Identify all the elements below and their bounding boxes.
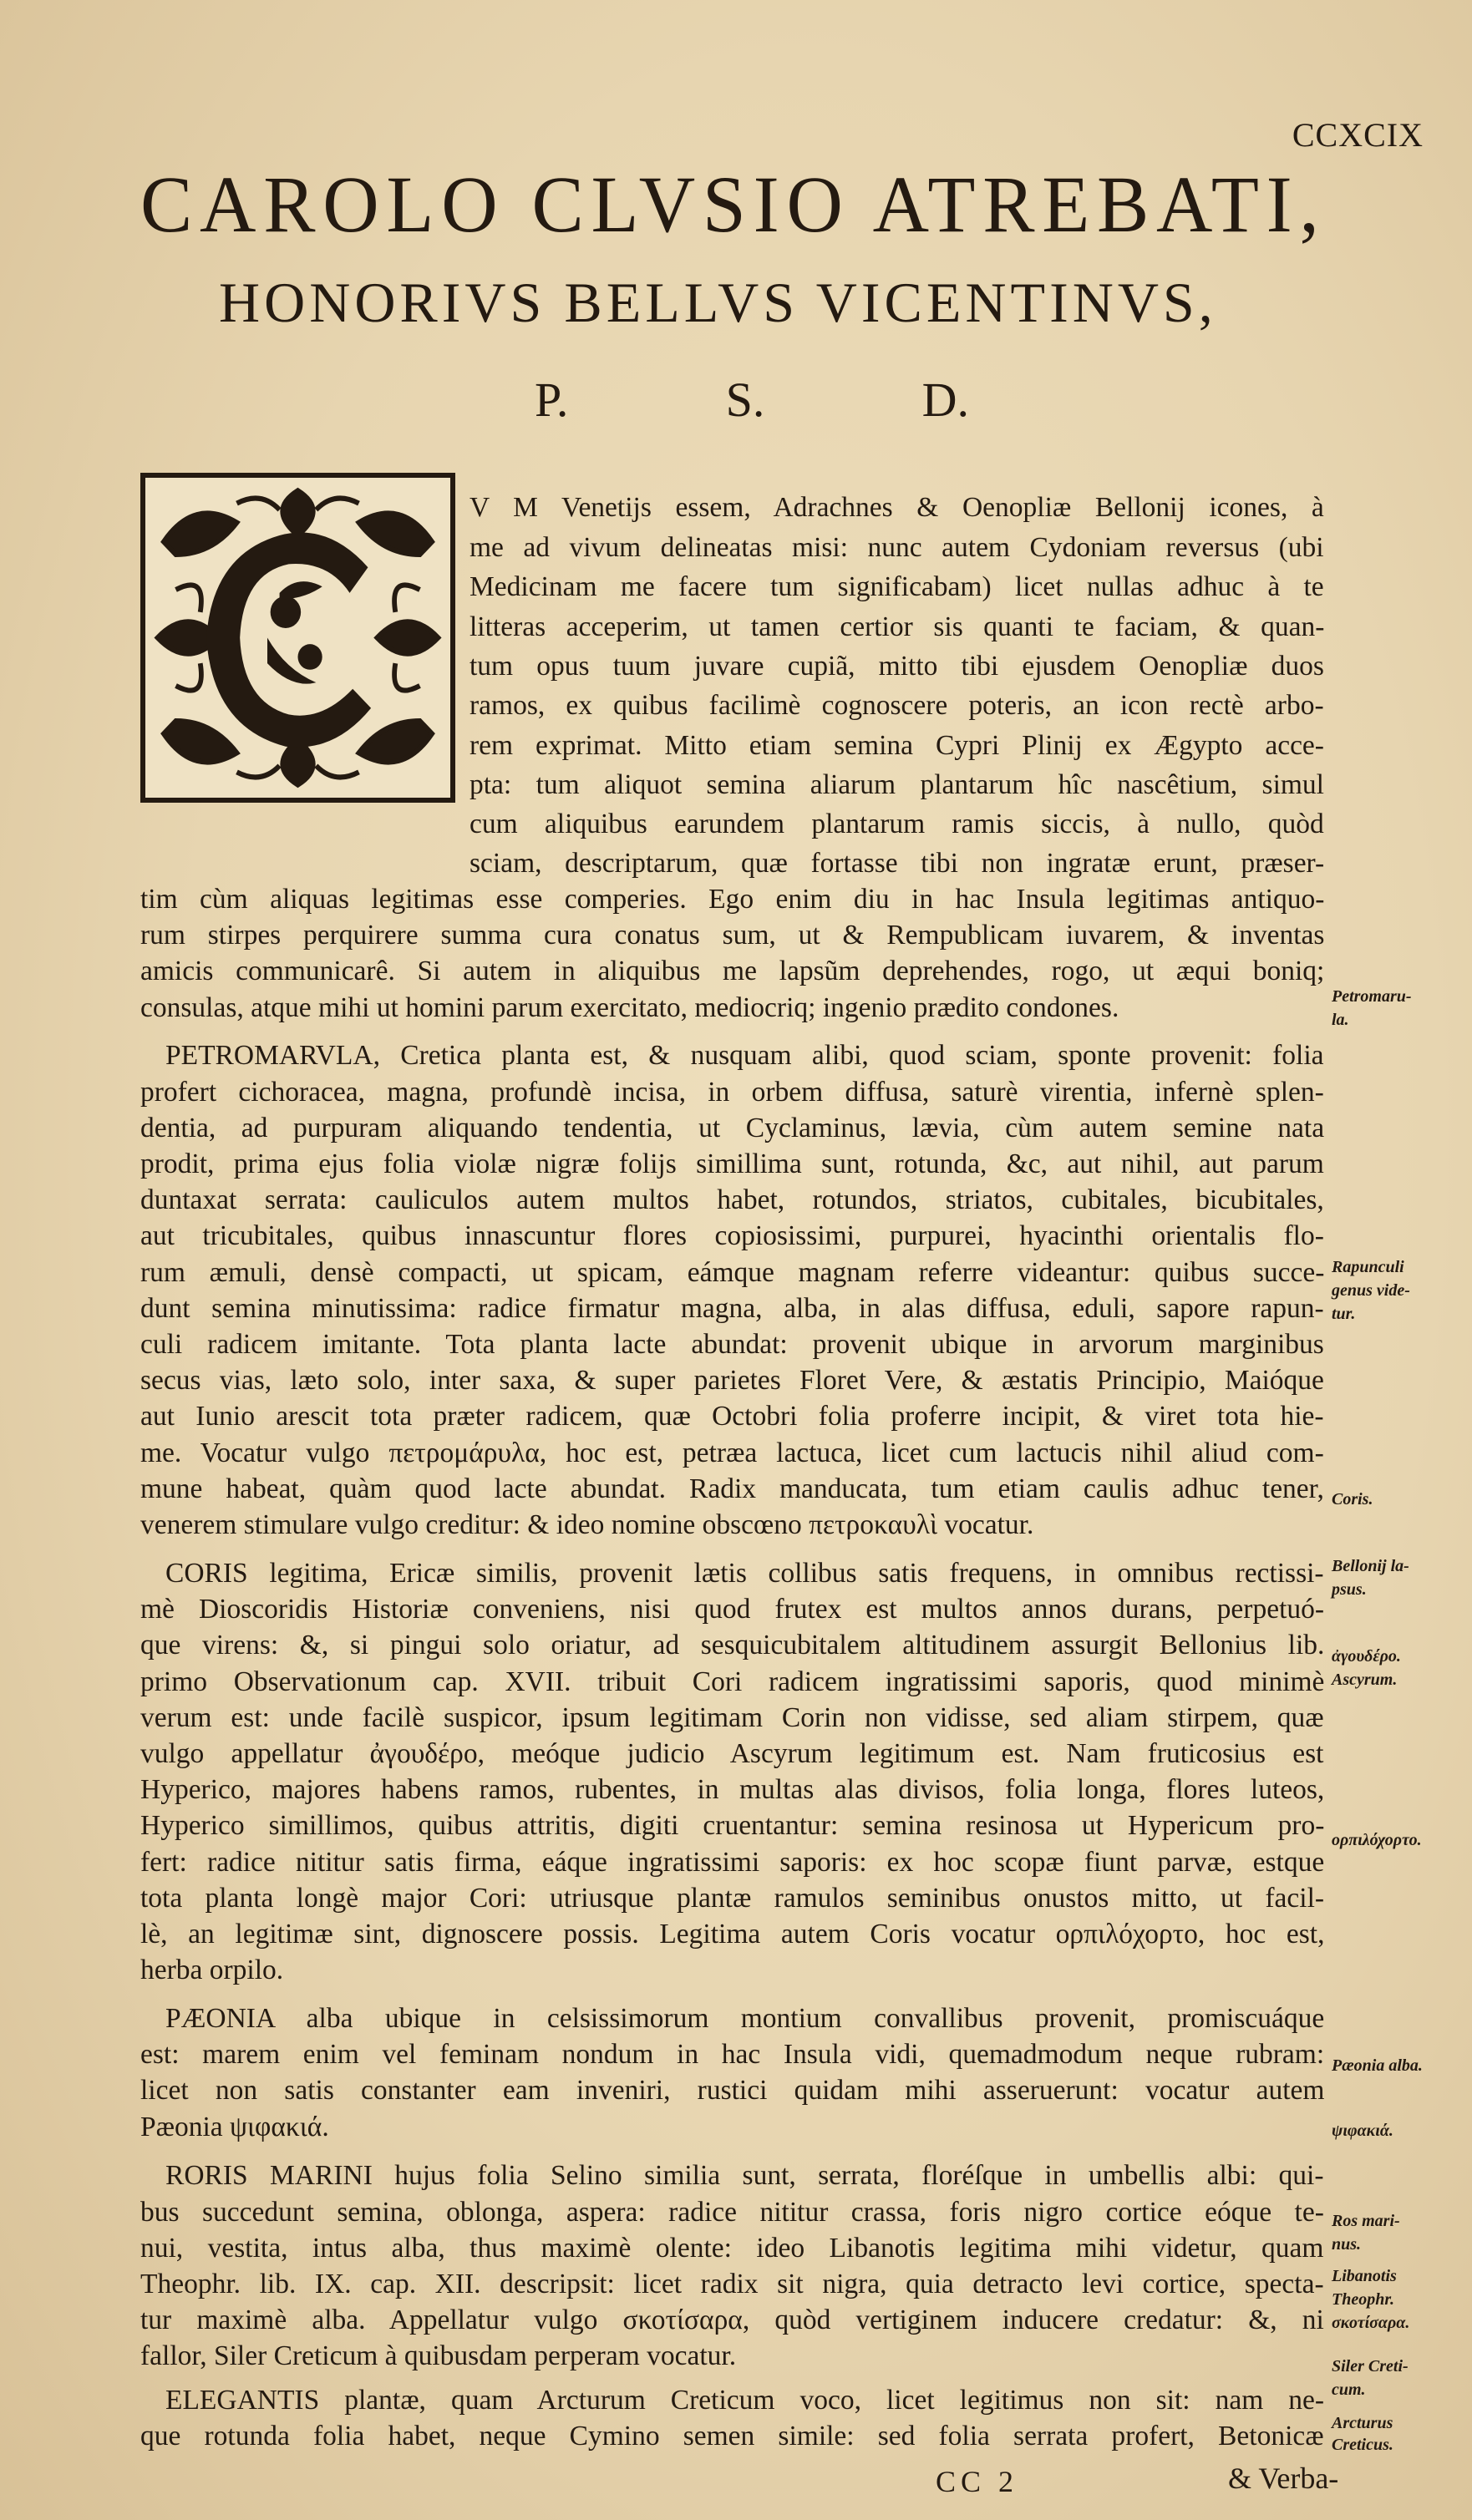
salutation xyxy=(535,371,969,429)
text-line: Theophr. lib. IX. cap. XII. descripsit: licet radix sit nigra, quia detracto levi cortice, specta- xyxy=(140,2269,1324,2299)
margin-note: ψιφακιά. xyxy=(1332,2122,1393,2140)
margin-note: la. xyxy=(1332,1011,1349,1029)
text-line: est: marem enim vel feminam nondum in hac Insula vidi, quemadmodum neque rubram: xyxy=(140,2039,1325,2070)
text-line: cum aliquibus earundem plantarum ramis siccis, à nullo, quòd xyxy=(470,809,1324,839)
margin-note: Creticus. xyxy=(1332,2436,1393,2454)
text-line: me. Vocatur vulgo πετρομάρυλα, hoc est, petræa lactuca, licet cum lactucis nihil aliud com- xyxy=(140,1437,1324,1468)
margin-note: cum. xyxy=(1332,2381,1366,2399)
margin-note: psus. xyxy=(1332,1580,1367,1599)
text-line: lè, an legitimæ sint, dignoscere possis. Legitima autem Coris vocatur ορπιλόχορτο, hoc est, xyxy=(140,1919,1325,1950)
text-line: CORIS legitima, Ericæ similis, provenit lætis collibus satis frequens, in omnibus rectissi- xyxy=(165,1558,1324,1589)
text-line: tum opus tuum juvare cupiã, mitto tibi ejusdem Oenopliæ duos xyxy=(470,651,1324,682)
text-line: verum est: unde facilè suspicor, ipsum legitimam Corin non vidisse, sed aliam stirpem, quæ xyxy=(140,1702,1324,1733)
catchword: & Verba- xyxy=(1228,2462,1339,2495)
text-line: amicis communicarê. Si autem in aliquibus me lapsũm deprehendes, rogo, ut æqui boniq; xyxy=(140,956,1325,986)
text-line: dunt semina minutissima: radice firmatur magna, alba, in alas diffusa, eduli, sapore rapun- xyxy=(140,1293,1324,1324)
text-line: primo Observationum cap. XVII. tribuit Cori radicem ingratissimi saporis, quod minimè xyxy=(140,1666,1325,1697)
text-line: Hyperico simillimos, quibus attritis, digiti cruentantur: semina resinosa ut Hypericum pro- xyxy=(140,1810,1325,1841)
text-line: Pæonia ψιφακιά. xyxy=(140,2112,329,2142)
text-line: PETROMARVLA, Cretica planta est, & nusquam alibi, quod sciam, sponte provenit: folia xyxy=(165,1040,1324,1071)
text-line: mune habeat, quàm quod lacte abundat. Radix manducata, tum etiam caulis adhuc tener, xyxy=(140,1473,1324,1504)
margin-note: Ros mari- xyxy=(1332,2212,1400,2230)
margin-note: nus. xyxy=(1332,2235,1362,2254)
text-line: secus vias, læto solo, inter saxa, & super parietes Floret Vere, & æstatis Principio, Maióque xyxy=(140,1365,1324,1396)
salutation-p: P. xyxy=(535,373,569,427)
text-line: Hyperico, majores habens ramos, rubentes, in multas alas divisos, folia longa, flores luteos, xyxy=(140,1774,1325,1805)
text-line: prodit, prima ejus folia violæ nigræ folijs simillima sunt, rotunda, &c, aut nihil, aut parum xyxy=(140,1148,1324,1179)
text-line: ramos, ex quibus facilimè cognoscere poteris, an icon rectè arbo- xyxy=(470,690,1324,721)
margin-note: σκοτίσαρα. xyxy=(1332,2314,1410,2332)
page-title: CAROLO CLVSIO ATREBATI, xyxy=(140,160,1327,249)
margin-note: ἀγουδέρο. xyxy=(1332,1647,1401,1666)
text-line: bus succedunt semina, oblonga, aspera: radice nititur crassa, foris nigro cortice eóque te- xyxy=(140,2197,1324,2228)
margin-note: Ascyrum. xyxy=(1332,1671,1398,1689)
margin-note: ορπιλόχορτο. xyxy=(1332,1831,1422,1849)
text-line: pta: tum aliquot semina aliarum plantarum hîc nascêtium, simul xyxy=(470,769,1324,800)
text-line: rum æmuli, densè compacti, ut spicam, eámque magnam referre videantur: quibus succe- xyxy=(140,1257,1325,1288)
text-line: Medicinam me facere tum significabam) licet nullas adhuc à te xyxy=(470,571,1324,602)
margin-note: Rapunculi xyxy=(1332,1258,1404,1276)
margin-note: Siler Creti- xyxy=(1332,2357,1409,2375)
text-line: PÆONIA alba ubique in celsissimorum montium convallibus provenit, promiscuáque xyxy=(165,2003,1325,2034)
margin-note: tur. xyxy=(1332,1305,1356,1323)
text-line: fert: radice nititur satis firma, eáque ingratissimi saporis: ex hoc scopæ fiunt parvæ, estque xyxy=(140,1847,1325,1878)
text-line: profert cichoracea, magna, profundè incisa, in orbem diffusa, saturè virentia, infernè splen- xyxy=(140,1077,1324,1108)
text-line: que rotunda folia habet, neque Cymino semen simile: sed folia serrata profert, Betonicæ xyxy=(140,2421,1324,2452)
text-line: mè Dioscoridis Historiæ conveniens, nisi quod frutex est multos annos durans, perpetuó- xyxy=(140,1594,1325,1625)
text-line: aut tricubitales, quibus innascuntur flores copiosissimi, purpurei, hyacinthi orientalis flo- xyxy=(140,1220,1324,1251)
margin-note: Coris. xyxy=(1332,1490,1373,1508)
salutation-d: D. xyxy=(921,373,969,427)
text-line: dentia, ad purpuram aliquando tendentia, ut Cyclaminus, lævia, cùm autem semine nata xyxy=(140,1113,1325,1143)
text-line: rem exprimat. Mitto etiam semina Cypri Plinij ex Ægypto acce- xyxy=(470,730,1324,761)
text-line: litteras acceperim, ut tamen certior sis quanti te faciam, & quan- xyxy=(470,611,1325,642)
text-line: tur maximè alba. Appellatur vulgo σκοτίσαρα, quòd vertiginem inducere credatur: &, ni xyxy=(140,2305,1324,2335)
text-line: que virens: &, si pingui solo oriatur, ad sesquicubitalem altitudinem assurgit Bellonius lib. xyxy=(140,1630,1325,1661)
margin-note: Arcturus xyxy=(1332,2414,1393,2432)
margin-note: Pæonia alba. xyxy=(1332,2056,1423,2075)
margin-note: Libanotis xyxy=(1332,2267,1397,2285)
folio-number: CCXCIX xyxy=(1292,116,1424,154)
text-line: tota planta longè major Cori: utriusque plantæ ramulos seminibus onustos mitto, ut facil- xyxy=(140,1883,1325,1914)
text-line: herba orpilo. xyxy=(140,1955,284,1985)
text-line: licet non satis constanter eam inveniri, rustici quidam mihi asseruerunt: vocatur autem xyxy=(140,2075,1325,2106)
text-line: duntaxat serrata: cauliculos autem multos habet, rotundos, striatos, cubitales, bicubitales, xyxy=(140,1184,1324,1215)
margin-note: genus vide- xyxy=(1332,1281,1410,1300)
text-line: rum stirpes perquirere summa cura conatus sum, ut & Rempublicam iuvarem, & inventas xyxy=(140,920,1325,951)
text-line: V M Venetijs essem, Adrachnes & Oenopliæ Bellonij icones, à xyxy=(470,492,1324,523)
text-line: fallor, Siler Creticum à quibusdam perperam vocatur. xyxy=(140,2340,737,2371)
author-line: HONORIVS BELLVS VICENTINVS, xyxy=(219,271,1217,334)
text-line: venerem stimulare vulgo creditur: & ideo nomine obscœno πετροκαυλὶ vocatur. xyxy=(140,1509,1034,1540)
margin-note: Theophr. xyxy=(1332,2290,1395,2309)
margin-note: Petromaru- xyxy=(1332,987,1412,1006)
text-line: aut Iunio arescit tota præter radicem, quæ Octobri folia proferre incipit, & viret tota hie- xyxy=(140,1401,1324,1432)
text-line: culi radicem imitante. Tota planta lacte abundat: provenit ubique in arvorum marginibus xyxy=(140,1329,1324,1360)
text-line: consulas, atque mihi ut homini parum exercitato, mediocriq; ingenio prædito condones. xyxy=(140,992,1119,1023)
text-line: me ad vivum delineatas misi: nunc autem Cydoniam reversus (ubi xyxy=(470,532,1324,563)
text-line: tim cùm aliquas legitimas esse comperies. Ego enim diu in hac Insula legitimas antiquo- xyxy=(140,884,1325,915)
margin-note: Bellonij la- xyxy=(1332,1557,1409,1575)
salutation-s: S. xyxy=(725,373,765,427)
text-line: RORIS MARINI hujus folia Selino similia sunt, serrata, floréſque in umbellis albi: qui- xyxy=(165,2160,1324,2191)
signature-mark: CC 2 xyxy=(936,2465,1019,2498)
decorated-initial-c-icon xyxy=(140,473,455,803)
text-line: sciam, descriptarum, quæ fortasse tibi non ingratæ erunt, præser- xyxy=(470,848,1325,879)
text-line: nui, vestita, intus alba, thus maximè olente: ideo Libanotis legitima mihi videtur, quam xyxy=(140,2233,1324,2264)
text-line: ELEGANTIS plantæ, quam Arcturum Creticum voco, licet legitimus non sit: nam ne- xyxy=(165,2385,1325,2416)
text-line: vulgo appellatur ἀγουδέρο, meóque judicio Ascyrum legitimum est. Nam fruticosius est xyxy=(140,1738,1324,1769)
